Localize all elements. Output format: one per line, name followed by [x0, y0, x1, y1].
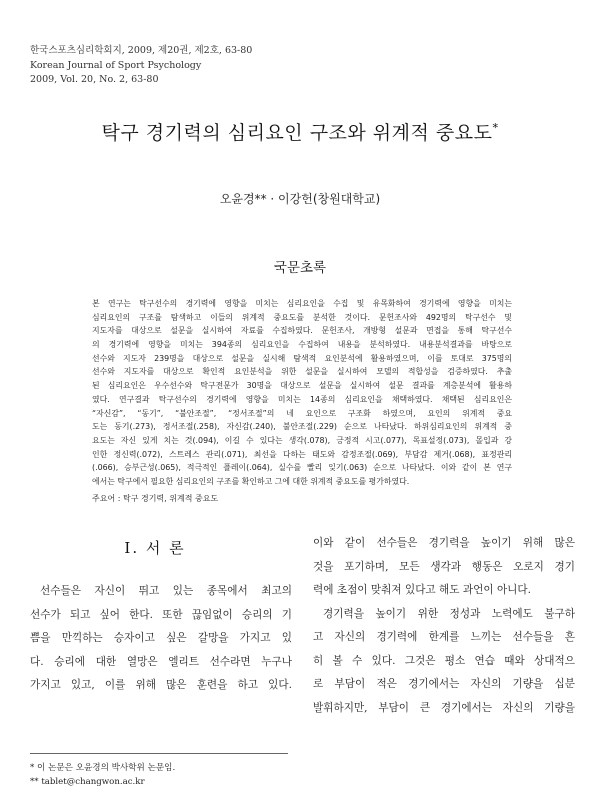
- body-line: 고 자신의 경기력에 한계를 느끼는 선수들을 흔: [313, 631, 575, 643]
- journal-line-korean: 한국스포츠심리학회지, 2009, 제20권, 제2호, 63-80: [30, 45, 253, 56]
- abstract-line: 선수와 지도자를 대상으로 확인적 요인분석을 위한 설문을 실시하여 모델의 적합성을 검증하였다. 추출: [92, 367, 512, 377]
- abstract-heading: 국문초록: [273, 260, 327, 276]
- body-line: 쁨을 만끽하는 승자이고 싶은 갈망을 가지고 있: [30, 632, 292, 644]
- body-line: 히 볼 수 있다. 그것은 평소 연습 때와 상대적으: [313, 654, 575, 667]
- body-line: 선수들은 자신이 뛰고 있는 종목에서 최고의: [40, 585, 292, 597]
- abstract-line: 심리요인의 구조를 탐색하고 이들의 위계적 중요도를 분석한 것이다. 문헌조사와 492명의 탁구선수 및: [92, 312, 512, 322]
- abstract-line: 본 연구는 탁구선수의 경기력에 영향을 미치는 심리요인을 수집 및 유목화하여 경기력에 영향을 미치는: [92, 299, 512, 308]
- footnotes: [30, 761, 175, 789]
- body-line: 선수가 되고 싶어 한다. 또한 끊임없이 승리의 기: [30, 608, 292, 621]
- abstract-line: 도는 동기(.273), 정서조절(.258), 자신감(.240), 불안조절(.229) 순으로 나타났다. 하위심리요인의 위계적 중: [92, 422, 512, 432]
- footnote-thesis: * 이 논문은 오윤경의 박사학위 논문임.: [30, 763, 176, 773]
- paper-title-text: 탁구 경기력의 심리요인 구조와 위계적 중요도: [101, 122, 493, 144]
- abstract-line: 인한 정신력(.072), 스트레스 관리(.071), 최선을 다하는 태도와 감정조절(.069), 부담감 제거(.068), 표정관리: [92, 449, 512, 459]
- body-line: 력에 초점이 맞춰져 있다고 해도 과언이 아니다.: [313, 584, 532, 596]
- body-line: 경기력을 높이기 위한 정성과 노력에도 불구하: [323, 607, 575, 620]
- abstract-line: 지도자를 대상으로 설문을 실시하여 자료를 수집하였다. 문헌조사, 개방형 설문과 면접을 통해 탁구선수: [92, 326, 512, 336]
- body-line: 가지고 있고, 이를 위해 많은 훈련을 하고 있다.: [30, 679, 292, 691]
- section-heading-introduction: Ⅰ. 서 론: [124, 539, 186, 557]
- title-footnote-mark: *: [492, 121, 499, 135]
- left-column-text: [30, 580, 292, 698]
- keywords: 주요어 : 탁구 경기력, 위계적 중요도: [92, 494, 219, 503]
- journal-citation: [30, 44, 252, 88]
- abstract-line: 요도는 자신 있게 치는 것(.094), 이길 수 있다는 생각(.078), 긍정적 시고(.077), 목표설정(.073), 몰입과 강: [92, 435, 512, 445]
- paper-authors: 오윤경** · 이강헌(창원대학교): [219, 192, 381, 206]
- abstract-line: “자신감”, “동기”, “불안조절”, “정서조절”의 네 요인으로 구조화 하였으며, 요인의 위계적 중요: [92, 408, 512, 418]
- journal-line-english: Korean Journal of Sport Psychology: [30, 59, 202, 71]
- abstract-line: 에서는 탁구에서 필요한 심리요인의 구조를 확인하고 그에 대한 위계적 중요도를 평가하였다.: [92, 476, 410, 486]
- body-line: 로 부담이 적은 경기에서는 자신의 기량을 십분: [313, 678, 575, 690]
- abstract-line: 였다. 연구결과 탁구선수의 경기력에 영향을 미치는 14종의 심리요인을 채택하였다. 채택된 심리요인은: [92, 394, 512, 404]
- right-column-text: [313, 532, 575, 720]
- abstract-line: 의 경기력에 영향을 미치는 394종의 심리요인을 수집하여 내용을 분석하였다. 내용분석결과를 바탕으로: [92, 340, 512, 350]
- body-line: 것을 포기하며, 모든 생각과 행동은 오로지 경기: [313, 560, 575, 573]
- body-line: 다. 승리에 대한 열망은 엘리트 선수라면 누구나: [30, 655, 292, 668]
- abstract-line: 선수와 지도자 239명을 대상으로 설문을 실시해 탐색적 요인분석에 활용하였으며, 이를 토대로 375명의: [92, 353, 512, 363]
- abstract-line: 된 심리요인은 우수선수와 탁구전문가 30명을 대상으로 설문을 실시하여 설문 결과를 계층분석에 활용하: [92, 381, 512, 391]
- journal-line-volume: 2009, Vol. 20, No. 2, 63-80: [30, 74, 159, 85]
- footnote-email: ** tablet@changwon.ac.kr: [30, 777, 145, 787]
- abstract-line: (.066), 승부근성(.065), 적극적인 플레이(.064), 실수를 빨리 잊기(.063) 순으로 나타났다. 이와 같이 본 연구: [92, 463, 512, 473]
- body-line: 발휘하지만, 부담이 큰 경기에서는 자신의 기량을: [313, 701, 575, 714]
- body-line: 이와 같이 선수들은 경기력을 높이기 위해 많은: [313, 537, 575, 549]
- paper-title: [0, 118, 600, 145]
- footnote-divider: [30, 753, 288, 754]
- abstract-body: [92, 297, 512, 489]
